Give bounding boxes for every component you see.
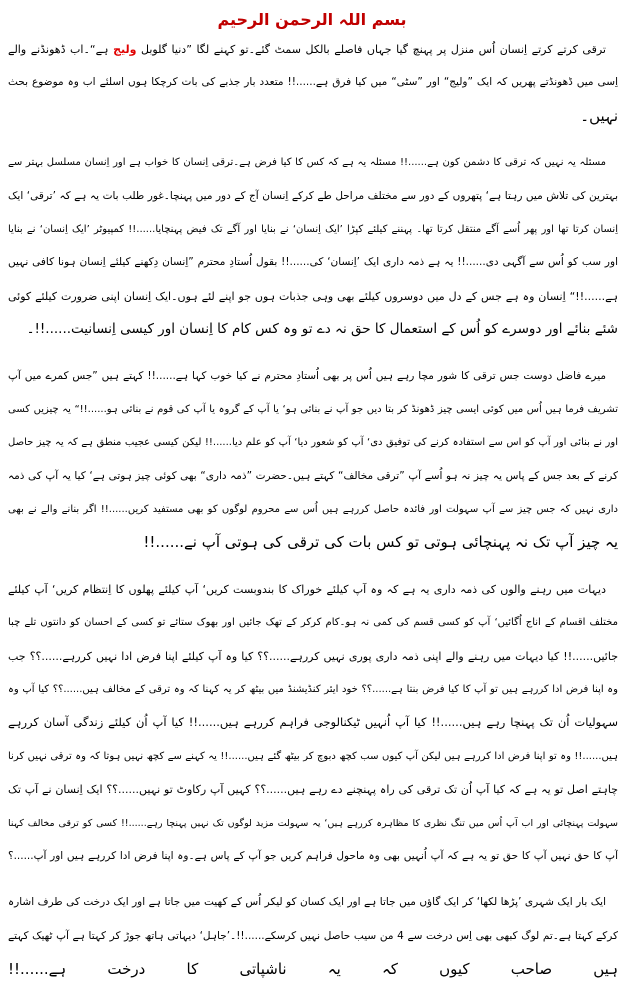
text-line: اور نے بنائی اور آپ کو اس سے استفادہ کرنے کی توفیق دی‘ آپ کو شعور دیا‘ آپ کو علم دیا......!! لیکن کیسی عجیب منطق ہے کہ یہ چیز حاصل xyxy=(8,437,618,449)
paragraph xyxy=(8,146,618,346)
text-line-intro xyxy=(8,33,618,66)
paragraph xyxy=(8,573,618,874)
intro-text-end: ہے“۔اب ڈھونڈنے والے xyxy=(8,43,109,56)
paragraph xyxy=(8,33,618,133)
text-line: کرکے کہتا ہے۔تم لوگ کبھی بھی اِس درخت سے 4 من سیب حاصل نہیں کرسکے......!!۔’جاہل‘ دیہاتی ہاتھ جوڑ کر کہتا ہے آپ ٹھیک کہتے xyxy=(8,929,618,942)
text-line: اِنسان کرتا تھا اور پھر اُسے آگے منتقل کرتا تھا۔ پہننے کیلئے کپڑا ’ایک اِنسان‘ نے بنایا اور آگے تک فیض پہنچایا......!! کمپیوٹر ’ایک اِنسان‘ نے بنایا xyxy=(8,223,618,235)
text-line: داری نہیں کہ جس چیز سے آپ سہولت اور فائدہ حاصل کررہے ہیں اُس سے محروم لوگوں کو بھی مستفید کریں......!! اگر بنانے والے نے بھی xyxy=(8,504,618,516)
text-line: وہ اپنا فرض ادا کررہے ہیں تو آپ کا کیا فرض بنتا ہے......؟؟ خود ایئر کنڈیشنڈ میں بیٹھ کر یہ کہنا کہ وہ ترقی کے مخالف ہیں......؟؟ کیا آپ وہ xyxy=(8,684,618,696)
page-title: بسم اللہ الرحمن الرحیم xyxy=(217,10,407,29)
text-line: ہے......!!“ اِنسان وہ ہے جس کے دل میں دوسروں کیلئے بھی وہی جذبات ہوں جو اپنے لئے ہوں۔ایک اِنسان اپنی ضرورت کیلئے کوئی xyxy=(8,289,618,303)
text-line: نہیں۔ xyxy=(580,106,618,125)
text-line: مسئلہ یہ نہیں کہ ترقی کا دشمن کون ہے......!! مسئلہ یہ ہے کہ کس کا کیا فرض ہے۔ترقی اِنسان کا خواب ہے اور اِنسان مسلسل بہتر سے xyxy=(8,157,606,169)
paragraph xyxy=(8,886,618,986)
text-line: سہولیات اُن تک پہنچا رہے ہیں......!! کیا آپ اُنہیں ٹیکنالوجی فراہم کررہے ہیں......!! کیا آپ اُن کیلئے زندگی آسان کررہے xyxy=(8,715,618,730)
article-body xyxy=(8,33,618,1000)
paragraph xyxy=(8,360,618,560)
text-line: سہولت پہنچائی اور اب آپ اُس میں تنگ نظری کا مظاہرہ کررہے ہیں‘ یہ سہولت مزید لوگوں تک نہیں پہنچا رہے......!! کسی کو ترقی مخالف کہنا xyxy=(8,817,618,829)
text-line: ایک بار ایک شہری ’پڑھا لکھا‘ کر ایک گاؤں میں جاتا ہے اور ایک کسان کو لیکر اُس کے کھیت میں جاتا ہے اور ایک درخت کی طرف اشارہ xyxy=(8,896,606,909)
text-line: جائیں......!! کیا دیہات میں رہنے والے اپنی ذمہ داری پوری نہیں کررہے......؟؟ کیا وہ آپ کیلئے اپنا فرض ادا نہیں کررہے......؟؟ جب xyxy=(8,649,618,663)
text-line: دیہات میں رہنے والوں کی ذمہ داری یہ ہے کہ وہ آپ کیلئے خوراک کا بندوبست کریں‘ آپ کیلئے پھلوں کا اِنتظام کریں‘ آپ کیلئے xyxy=(8,582,606,596)
text-line: ہیں صاحب کیوں کہ یہ ناشپاتی کا درخت ہے......!! xyxy=(8,960,618,979)
text-line: اور سب کو اُس سے آگہی دی......!! یہ ہے ذمہ داری ایک ’اِنسان‘ کی......!! بقول اُستادِ محترم ”اِنسان دِکھنے کیلئے اِنسان ہونا کافی نہیں xyxy=(8,256,618,269)
text-line: تشریف فرما ہیں اُس میں کوئی ایسی چیز ڈھونڈ کر بتا دیں جو آپ نے بنائی ہو‘ یا آپ کے گروہ یا آپ کی قوم نے بنائی ہو......!!“ یہ چیزیں کسی xyxy=(8,403,618,415)
text-line: آپ کا حق نہیں آپ کا حق تو یہ ہے کہ آپ اُنہیں بھی وہ ماحول فراہم کریں جو آپ کے پاس ہے۔وہ اپنا فرض ادا کررہے ہیں اور آپ......؟ xyxy=(8,849,618,862)
highlighted-word: ولیج xyxy=(113,43,137,56)
text-line: میرے فاضل دوست جس ترقی کا شور مچا رہے ہیں اُس پر بھی اُستادِ محترم نے کیا خوب کہا ہے......!! کہتے ہیں ”جس کمرے میں آپ xyxy=(8,369,606,382)
intro-text: ترقی کرتے کرتے اِنسان اُس منزل پر پہنچ گیا جہاں فاصلے بالکل سمٹ گئے۔تو کہنے لگا ”دنیا گلوبل xyxy=(141,43,606,56)
text-line: یہ چیز آپ تک نہ پہنچائی ہوتی تو کس بات کی ترقی کی ہوتی آپ نے......!! xyxy=(143,533,618,552)
text-line: ہیں......!! وہ تو اپنا فرض ادا کررہے ہیں لیکن آپ کیوں سب کچھ دبوچ کر بیٹھ گئے ہیں......!! یہ کہنے سے کچھ نہیں ہوتا کہ وہ ترقی نہیں کرنا xyxy=(8,750,618,762)
text-line: کرنے کے بعد جس کے پاس یہ چیز نہ ہو اُسے آپ ”ترقی مخالف“ کہتے ہیں۔حضرت ”ذمہ داری“ بھی کوئی چیز ہوتی ہے‘ کیا یہ آپ کی ذمہ xyxy=(8,469,618,482)
text-line: شئے بنائے اور دوسرے کو اُس کے استعمال کا حق نہ دے تو وہ کس کام کا اِنسان اور کیسی اِنسانیت......!!۔ xyxy=(26,321,618,338)
text-line: مختلف اقسام کے اناج اُگائیں‘ آپ کو کسی قسم کی کمی نہ ہو۔کام کرکر کے تھک جائیں اور بھوک ستائے تو کسی کے احسان کو دانتوں تلے چبا xyxy=(8,617,618,629)
text-line: اِسی میں ڈھونڈتے پھریں کہ ایک ”ولیج“ اور ”سٹی“ میں کیا فرق ہے......!! متعدد بار جذبے کی بات کرچکا ہوں اسلئے اب وہ موضوع بحث xyxy=(8,76,618,89)
text-line: چاہتے اصل تو یہ ہے کہ کیا آپ اُن تک ترقی کی راہ پہنچنے دے رہے ہیں......؟؟ کہیں آپ رکاوٹ تو نہیں......؟؟ ایک اِنسان نے آپ تک xyxy=(8,783,618,797)
text-line: بہترین کی تلاش میں رہتا ہے‘ پتھروں کے دور سے مختلف مراحل طے کرکے اِنسان آج کے دور میں پہنچا۔غور طلب بات یہ ہے کہ ’ترقی‘ ایک xyxy=(8,189,618,202)
